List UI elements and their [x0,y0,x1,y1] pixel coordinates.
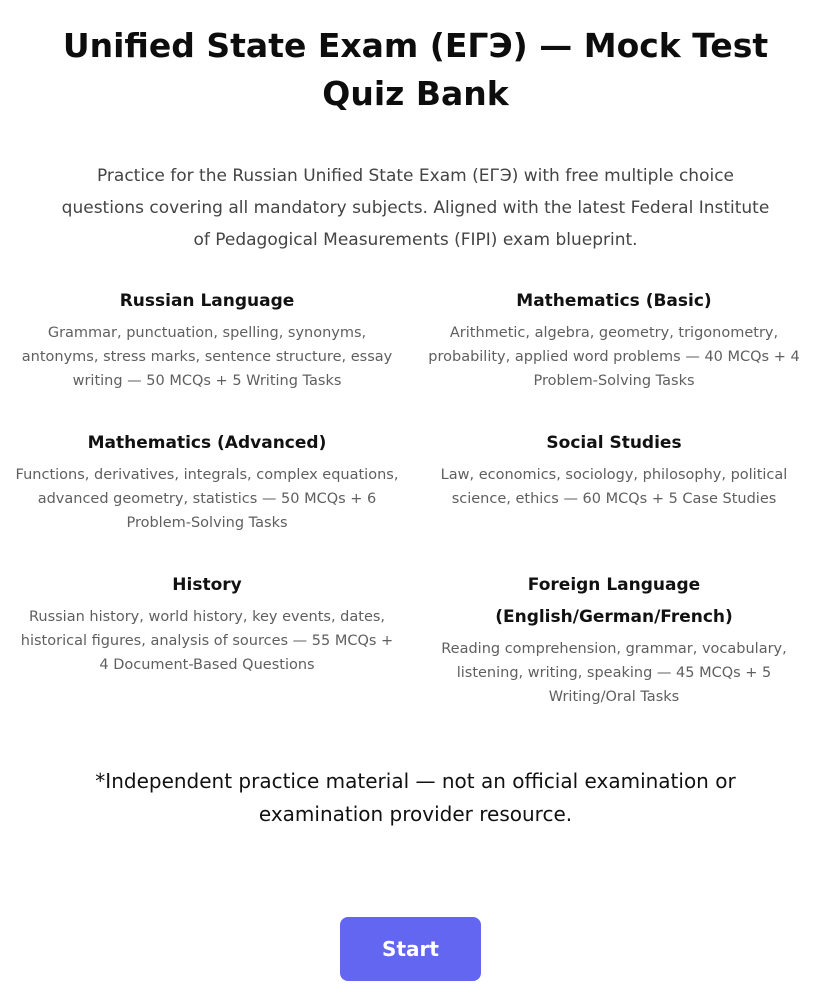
subject-card-mathematics-basic [421,285,807,393]
subject-description: Functions, derivatives, integrals, complex equations, advanced geometry, statistics — 50 MCQs + 6 Problem-Solving Tasks [15,467,399,531]
intro-text: Practice for the Russian Unified State Exam (ЕГЭ) with free multiple choice questions covering all mandatory subjects. Aligned with the latest Federal Institute of Pedagogical Measurements (FIPI) exam blueprint. [61,166,770,250]
subject-card-russian-language [14,285,400,393]
subject-title: Russian Language [119,291,295,311]
subject-title: Mathematics (Basic) [516,291,712,311]
subject-title: Social Studies [546,433,682,453]
subject-card-foreign-language [421,569,807,709]
start-button[interactable]: Start [340,917,481,981]
subject-card-history [14,569,400,677]
subject-title: History [172,575,242,595]
subject-description: Russian history, world history, key events, dates, historical figures, analysis of sources — 55 MCQs + 4 Document-Based Questions [20,609,394,673]
subject-title: Foreign Language (English/German/French) [495,575,733,627]
subject-card-mathematics-advanced [14,427,400,535]
disclaimer-text: *Independent practice material — not an official examination or examination provider resource. [95,769,736,826]
subject-description: Reading comprehension, grammar, vocabulary, listening, writing, speaking — 45 MCQs + 5 Writing/Oral Tasks [441,641,787,705]
subject-card-social-studies [421,427,807,511]
subject-description: Arithmetic, algebra, geometry, trigonometry, probability, applied word problems — 40 MCQs + 4 Problem-Solving Tasks [428,325,800,389]
subject-description: Law, economics, sociology, philosophy, political science, ethics — 60 MCQs + 5 Case Studies [440,467,788,507]
page-title: Unified State Exam (ЕГЭ) — Mock Test Quiz Bank [62,26,769,113]
subject-description: Grammar, punctuation, spelling, synonyms, antonyms, stress marks, sentence structure, essay writing — 50 MCQs + 5 Writing Tasks [21,325,393,389]
subject-title: Mathematics (Advanced) [87,433,327,453]
